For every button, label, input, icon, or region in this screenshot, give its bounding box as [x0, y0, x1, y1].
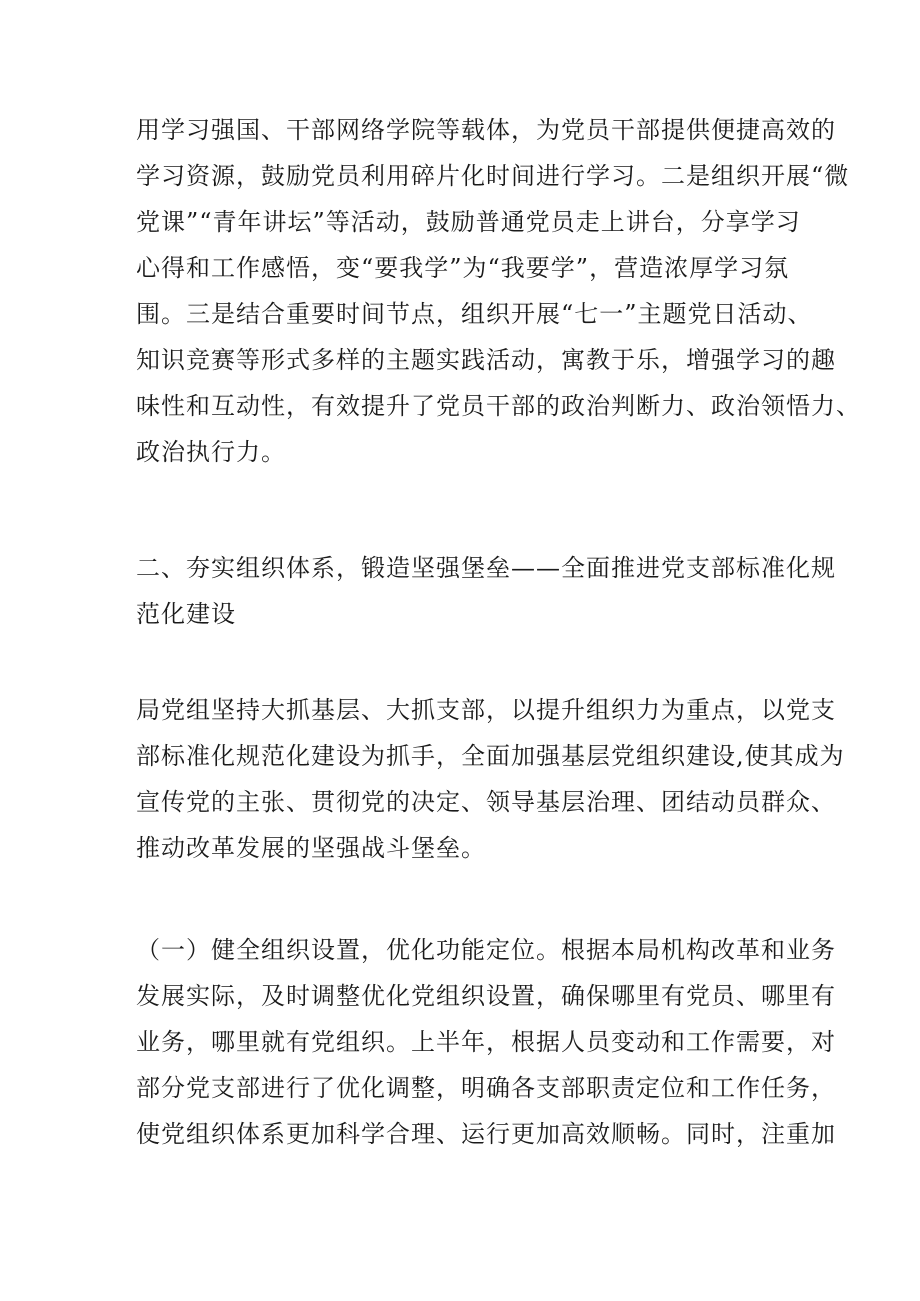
heading-line: 二、夯实组织体系，锻造坚强堡垒——全面推进党支部标准化规 — [136, 554, 836, 582]
text-line: 学习资源，鼓励党员利用碎片化时间进行学习。二是组织开展“微 — [136, 162, 850, 190]
text-line: 政治执行力。 — [136, 438, 286, 466]
text-line: 知识竞赛等形式多样的主题实践活动，寓教于乐，增强学习的趣 — [136, 346, 836, 374]
text-line: 部分党支部进行了优化调整，明确各支部职责定位和工作任务， — [136, 1074, 836, 1102]
text-line: 使党组织体系更加科学合理、运行更加高效顺畅。同时，注重加 — [136, 1120, 836, 1148]
text-line: 用学习强国、干部网络学院等载体，为党员干部提供便捷高效的 — [136, 116, 836, 144]
text-line: 心得和工作感悟，变“要我学”为“我要学”，营造浓厚学习氛 — [136, 254, 790, 282]
text-line: 部标准化规范化建设为抓手，全面加强基层党组织建设,使其成为 — [136, 742, 845, 770]
text-line: 推动改革发展的坚强战斗堡垒。 — [136, 834, 486, 862]
text-line: 局党组坚持大抓基层、大抓支部，以提升组织力为重点，以党支 — [136, 696, 836, 724]
text-line: 发展实际，及时调整优化党组织设置，确保哪里有党员、哪里有 — [136, 982, 836, 1010]
text-line: 味性和互动性，有效提升了党员干部的政治判断力、政治领悟力、 — [136, 392, 861, 420]
text-line: 围。三是结合重要时间节点，组织开展“七一”主题党日活动、 — [136, 300, 813, 328]
text-line: （一）健全组织设置，优化功能定位。根据本局机构改革和业务 — [136, 936, 836, 964]
text-line: 党课”“青年讲坛”等活动，鼓励普通党员走上讲台，分享学习 — [136, 208, 801, 236]
text-line: 宣传党的主张、贯彻党的决定、领导基层治理、团结动员群众、 — [136, 788, 836, 816]
text-line: 业务，哪里就有党组织。上半年，根据人员变动和工作需要，对 — [136, 1028, 836, 1056]
heading-line: 范化建设 — [136, 600, 236, 628]
